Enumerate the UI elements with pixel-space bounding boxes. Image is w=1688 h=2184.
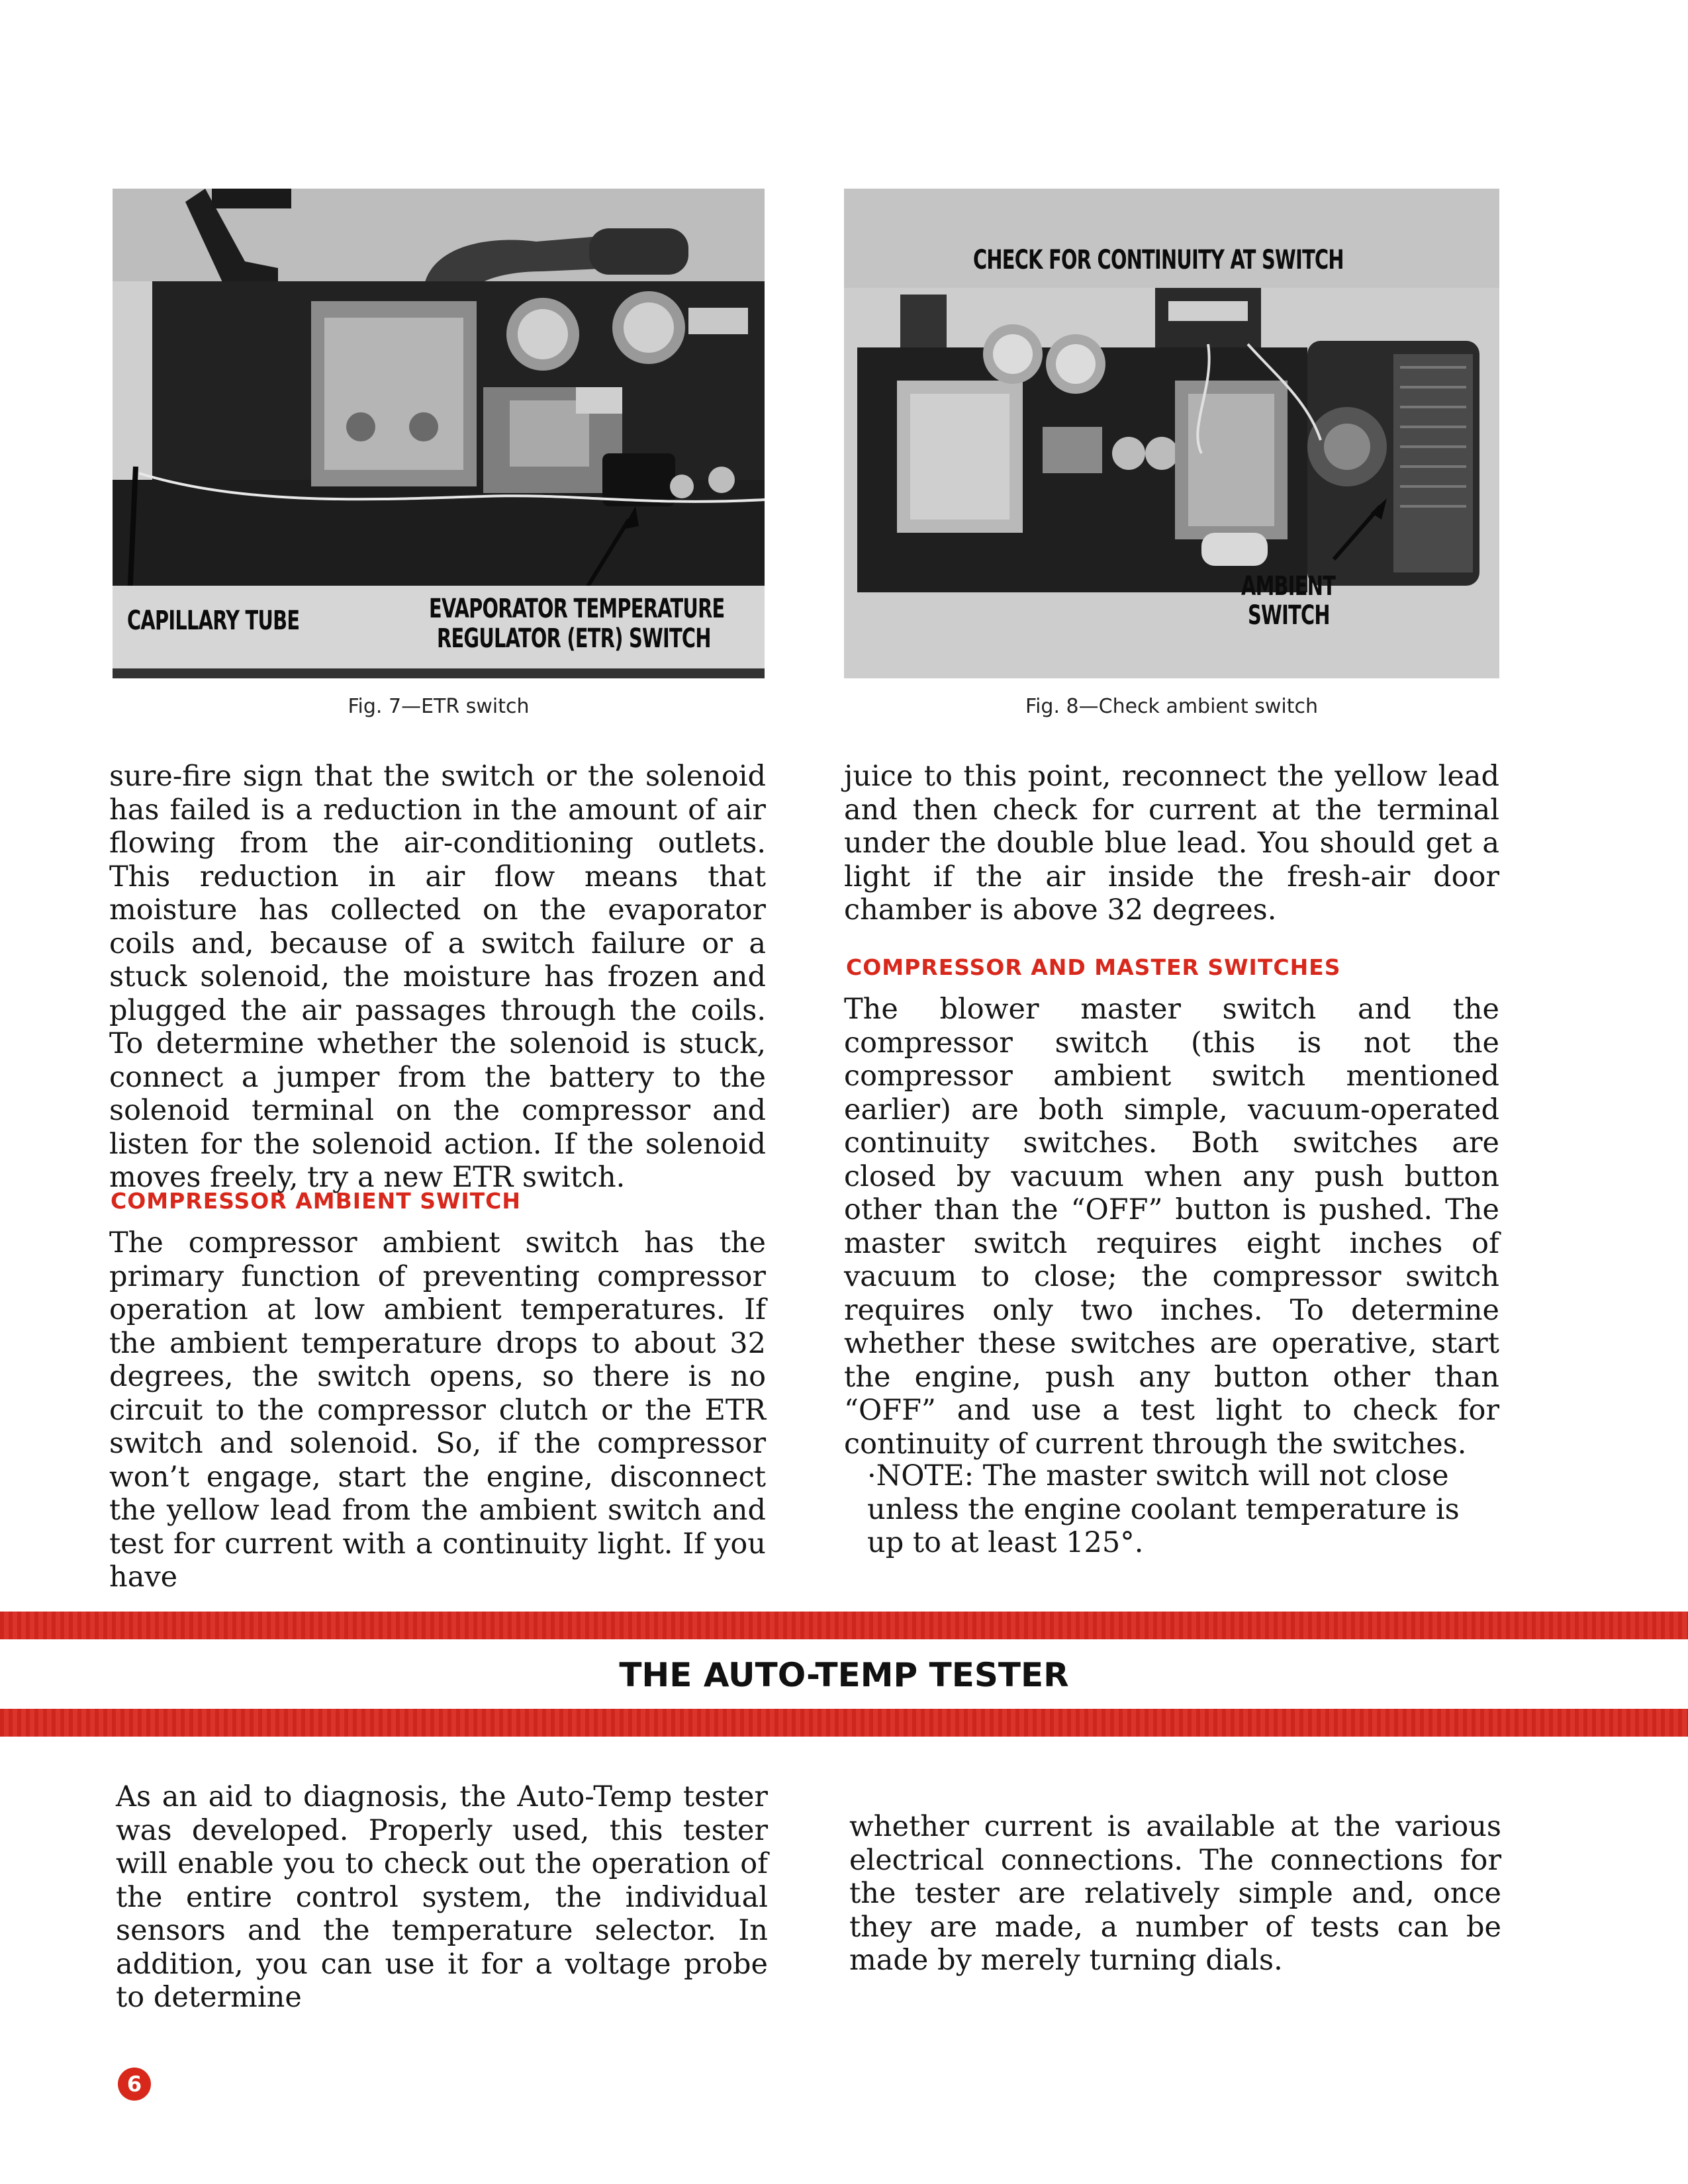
banner-top-bar [0, 1612, 1688, 1639]
page-number: 6 [118, 2068, 151, 2101]
left-column-paragraph-1: sure-fire sign that the switch or the solenoid has failed is a reduction in the amount of air flowing from the air-conditioning outlets. This reduction in air flow means that moisture has collected on the evaporator coils and, because of a switch failure or a stuck solenoid, the moisture has frozen and plugged the air passages through the coils. To determine whether the solenoid is stuck, connect a jumper from the battery to the solenoid terminal on the compressor and listen for the solenoid action. If the solenoid moves freely, try a new ETR switch. [109, 760, 766, 1194]
figure-7-caption: Fig. 7—ETR switch [348, 695, 530, 718]
ambient-label-line2: SWITCH [1248, 600, 1330, 631]
banner-bottom-bar [0, 1709, 1688, 1737]
ambient-label-line1: AMBIENT [1241, 571, 1335, 602]
bottom-left-paragraph: As an aid to diagnosis, the Auto-Temp tester was developed. Properly used, this tester will enable you to check out the operation of the entire control system, the individual sensors and the temperature selector. In addition, you can use it for a voltage probe to determine [116, 1780, 768, 2014]
right-column-paragraph-1: juice to this point, reconnect the yellow lead and then check for current at the terminal under the double blue lead. You should get a light if the air inside the fresh-air door chamber is above 32 degrees. [844, 760, 1499, 927]
right-column-paragraph-2: The blower master switch and the compressor switch (this is not the compressor ambient switch mentioned earlier) are both simple, vacuum-operated continuity switches. Both switches are closed by vacuum when any push button other than the “OFF” button is pushed. The master switch requires eight inches of vacuum to close; the compressor switch requires only two inches. To determine whether these switches are operative, start the engine, push any button other than “OFF” and use a test light to check for continuity of current through the switches. [844, 993, 1499, 1461]
etr-label-line2: REGULATOR (ETR) SWITCH [437, 623, 711, 654]
bottom-right-paragraph: whether current is available at the various electrical connections. The connections for the tester are relatively simple and, once they are made, a number of tests can be made by merely turning dials. [849, 1810, 1501, 1977]
figure-8-caption: Fig. 8—Check ambient switch [1025, 695, 1318, 718]
left-column-paragraph-2: The compressor ambient switch has the primary function of preventing compressor operation at low ambient temperatures. If the ambient temperature drops to about 32 degrees, the switch opens, so there is no circuit to the compressor clutch or the ETR switch and solenoid. So, if the compressor won’t engage, start the engine, disconnect the yellow lead from the ambient switch and test for current with a continuity light. If you have [109, 1226, 766, 1594]
compressor-master-switches-heading: COMPRESSOR AND MASTER SWITCHES [846, 954, 1341, 980]
note-text: ·NOTE: The master switch will not close unless the engine coolant temperature is up to at least 125°. [867, 1459, 1460, 1559]
etr-label-line1: EVAPORATOR TEMPERATURE [429, 594, 725, 624]
capillary-tube-label: CAPILLARY TUBE [127, 606, 300, 636]
figure-7-photo [113, 189, 765, 678]
continuity-label: CHECK FOR CONTINUITY AT SWITCH [973, 245, 1344, 275]
compressor-ambient-switch-heading: COMPRESSOR AMBIENT SWITCH [111, 1188, 522, 1214]
auto-temp-tester-title: THE AUTO-TEMP TESTER [619, 1656, 1069, 1694]
figure-8-photo [844, 189, 1499, 678]
